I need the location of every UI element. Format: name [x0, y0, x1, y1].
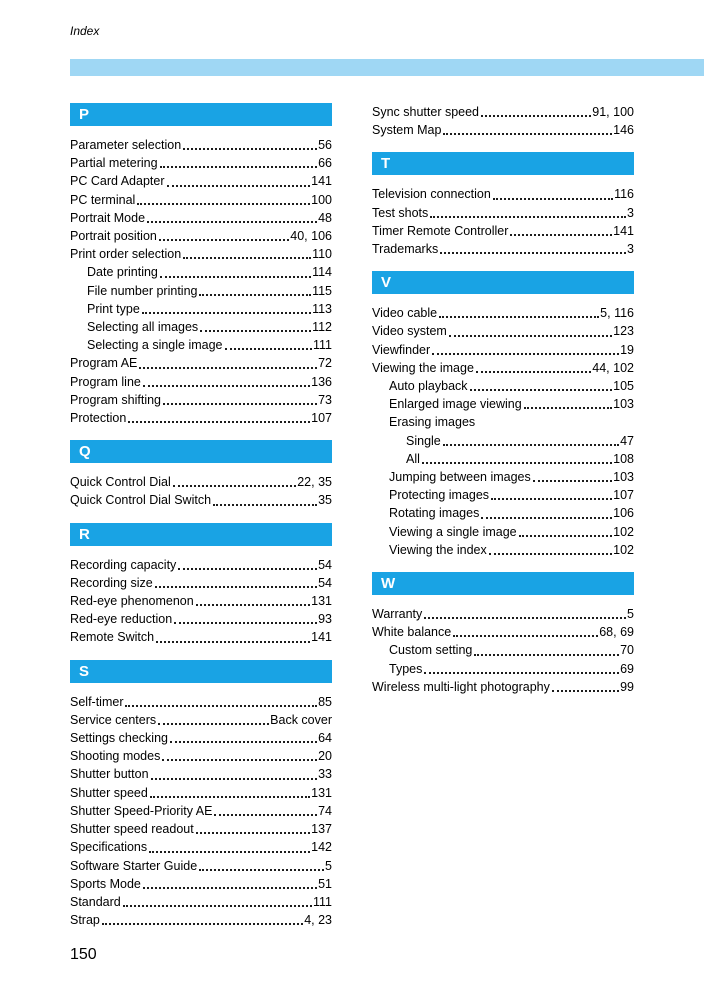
- index-entry: [372, 504, 634, 522]
- entry-page-number: 137: [311, 822, 332, 837]
- section-letter: P: [79, 106, 90, 123]
- index-entry: [70, 282, 332, 300]
- index-entry: [70, 391, 332, 409]
- index-entry: [70, 473, 332, 491]
- dot-leader: [519, 535, 613, 537]
- dot-leader: [167, 185, 311, 187]
- entry-label: Program AE: [70, 356, 138, 371]
- index-entry: [70, 556, 332, 574]
- index-entry: [70, 875, 332, 893]
- entry-label: Video system: [372, 324, 447, 339]
- entry-page-number: 107: [613, 488, 634, 503]
- dot-leader: [200, 330, 311, 332]
- entry-page-number: 146: [613, 123, 634, 138]
- entry-page-number: 136: [311, 374, 332, 389]
- entry-label: Viewing the index: [389, 542, 487, 557]
- entry-page-number: 68, 69: [599, 625, 634, 640]
- entry-page-number: 93: [318, 612, 332, 627]
- entry-page-number: 107: [311, 411, 332, 426]
- dot-leader: [453, 635, 598, 637]
- index-entry: [372, 185, 634, 203]
- index-entry: [70, 747, 332, 765]
- entry-label: Standard: [70, 894, 121, 909]
- index-entry: [70, 373, 332, 391]
- entry-label: Specifications: [70, 840, 148, 855]
- index-entry: [372, 103, 634, 121]
- dot-leader: [160, 276, 311, 278]
- index-entry: [372, 322, 634, 340]
- dot-leader: [422, 462, 612, 464]
- section-header-t: [372, 152, 634, 175]
- entry-page-number: 131: [311, 594, 332, 609]
- section-header-r: [70, 523, 332, 546]
- entry-label: Print order selection: [70, 247, 182, 262]
- index-entry: [70, 765, 332, 783]
- entry-label: Shutter speed readout: [70, 822, 194, 837]
- entry-label: Custom setting: [389, 643, 473, 658]
- entry-page-number: 110: [312, 247, 332, 262]
- entry-label: Remote Switch: [70, 630, 155, 645]
- dot-leader: [196, 832, 310, 834]
- index-entry: [70, 318, 332, 336]
- dot-leader: [552, 690, 619, 692]
- index-entry: [372, 450, 634, 468]
- entry-label: Portrait position: [70, 229, 157, 244]
- entry-page-number: 73: [318, 392, 332, 407]
- index-entry: [70, 911, 332, 929]
- index-entry: [372, 359, 634, 377]
- dot-leader: [199, 869, 324, 871]
- entry-label: PC terminal: [70, 192, 136, 207]
- entry-page-number: 47: [620, 433, 634, 448]
- entry-page-number: 103: [613, 397, 634, 412]
- section-header-v: [372, 271, 634, 294]
- dot-leader: [443, 444, 619, 446]
- dot-leader: [440, 252, 626, 254]
- entry-label: Timer Remote Controller: [372, 223, 509, 238]
- index-entry: [70, 628, 332, 646]
- entry-label: PC Card Adapter: [70, 174, 165, 189]
- entry-label: Recording size: [70, 575, 153, 590]
- section-header-p: [70, 103, 332, 126]
- index-entry: [70, 227, 332, 245]
- index-entry: [70, 820, 332, 838]
- entry-page-number: 105: [613, 379, 634, 394]
- entry-page-number: 56: [318, 138, 332, 152]
- entry-page-number: 72: [318, 356, 332, 371]
- entry-label: Shutter button: [70, 767, 149, 782]
- index-entry: [372, 605, 634, 623]
- entry-label: Portrait Mode: [70, 210, 146, 225]
- entry-label: Test shots: [372, 205, 429, 220]
- entry-page-number: 35: [318, 493, 332, 508]
- index-entry: [70, 209, 332, 227]
- index-entry: [70, 300, 332, 318]
- entry-label: Selecting all images: [87, 320, 199, 335]
- entry-label: Shutter speed: [70, 785, 148, 800]
- entry-label: Erasing images: [389, 415, 476, 430]
- section-letter: V: [381, 274, 392, 292]
- dot-leader: [449, 335, 612, 337]
- entry-label: Shooting modes: [70, 749, 161, 764]
- entry-page-number: 33: [318, 767, 332, 782]
- index-entry: [372, 623, 634, 641]
- index-entry: [70, 693, 332, 711]
- dot-leader: [125, 705, 317, 707]
- entry-page-number: 131: [311, 785, 332, 800]
- dot-leader: [147, 221, 317, 223]
- dot-leader: [510, 234, 612, 236]
- dot-leader: [424, 617, 626, 619]
- entry-page-number: 70: [620, 643, 634, 658]
- dot-leader: [174, 622, 317, 624]
- entry-label: Rotating images: [389, 506, 480, 521]
- running-head: Index: [70, 24, 100, 38]
- entry-page-number: 54: [318, 557, 332, 572]
- index-entry: [70, 574, 332, 592]
- dot-leader: [213, 504, 317, 506]
- entry-page-number: 141: [311, 630, 332, 645]
- entry-label: Auto playback: [389, 379, 468, 394]
- entry-label: Protection: [70, 411, 127, 426]
- entry-page-number: 4, 23: [304, 913, 332, 928]
- index-entry: [372, 660, 634, 678]
- dot-leader: [128, 421, 310, 423]
- entry-label: Sync shutter speed: [372, 105, 480, 119]
- entry-page-number: 141: [311, 174, 332, 189]
- entry-label: Program shifting: [70, 392, 162, 407]
- index-entry: [372, 121, 634, 139]
- dot-leader: [183, 148, 317, 150]
- index-entry: [70, 491, 332, 509]
- entry-page-number: 116: [614, 187, 634, 202]
- index-entry: [372, 432, 634, 450]
- index-entry: [70, 172, 332, 190]
- entry-label: Recording capacity: [70, 557, 177, 572]
- entry-page-number: 20: [318, 749, 332, 764]
- entry-label: Quick Control Dial Switch: [70, 493, 212, 508]
- dot-leader: [443, 133, 612, 135]
- entry-label: Date printing: [87, 265, 158, 280]
- dot-leader: [481, 115, 591, 117]
- entry-label: Warranty: [372, 607, 423, 622]
- index-entry: [372, 541, 634, 559]
- dot-leader: [214, 814, 317, 816]
- page-number: 150: [70, 946, 97, 963]
- entry-page-number: 22, 35: [297, 475, 332, 490]
- index-entry: [372, 304, 634, 322]
- dot-leader: [160, 166, 318, 168]
- index-entry: [70, 784, 332, 802]
- index-entry: [70, 729, 332, 747]
- entry-label: All: [406, 451, 420, 466]
- entry-page-number: 3: [627, 242, 634, 257]
- dot-leader: [183, 257, 311, 259]
- index-entry: [70, 802, 332, 820]
- dot-leader: [143, 887, 317, 889]
- dot-leader: [476, 371, 591, 373]
- index-entry: [70, 893, 332, 911]
- header-rule-bar: [70, 59, 704, 76]
- entry-label: Parameter selection: [70, 138, 182, 152]
- index-entry: [372, 413, 634, 431]
- entry-page-number: 85: [318, 694, 332, 709]
- section-header-w: [372, 572, 634, 595]
- entry-page-number: 19: [620, 342, 634, 357]
- entry-page-number: 102: [613, 524, 634, 539]
- dot-leader: [149, 851, 310, 853]
- section-header-q: [70, 440, 332, 463]
- entry-label: Red-eye reduction: [70, 612, 173, 627]
- dot-leader: [173, 485, 297, 487]
- dot-leader: [481, 517, 612, 519]
- index-entry: [70, 263, 332, 281]
- dot-leader: [150, 796, 310, 798]
- dot-leader: [178, 568, 317, 570]
- index-entry: [70, 610, 332, 628]
- entry-page-number: 141: [613, 223, 634, 238]
- entry-label: Video cable: [372, 306, 438, 321]
- entry-label: Trademarks: [372, 242, 439, 257]
- section-letter: S: [79, 662, 90, 680]
- index-entry: [372, 523, 634, 541]
- entry-label: Shutter Speed-Priority AE: [70, 803, 213, 818]
- entry-page-number: 123: [613, 324, 634, 339]
- entry-page-number: 111: [312, 894, 332, 909]
- dot-leader: [139, 367, 317, 369]
- section-letter: W: [381, 575, 396, 593]
- entry-page-number: 64: [318, 731, 332, 746]
- entry-label: Print type: [87, 301, 140, 316]
- entry-page-number: 48: [318, 210, 332, 225]
- entry-page-number: 5: [325, 858, 332, 873]
- index-entry: [372, 486, 634, 504]
- index-entry: [70, 592, 332, 610]
- entry-page-number: 69: [620, 661, 634, 676]
- index-column-left: [70, 103, 332, 929]
- dot-leader: [491, 498, 612, 500]
- index-entry: [372, 377, 634, 395]
- entry-label: Wireless multi-light photography: [372, 679, 550, 694]
- entry-page-number: 106: [613, 506, 634, 521]
- entry-page-number: 99: [620, 679, 634, 694]
- entry-page-number: 112: [312, 320, 332, 335]
- dot-leader: [430, 216, 626, 218]
- index-entry: [372, 468, 634, 486]
- entry-page-number: 40, 106: [290, 229, 332, 244]
- entry-page-number: 3: [627, 205, 634, 220]
- entry-page-number: 100: [311, 192, 332, 207]
- index-entry: [372, 395, 634, 413]
- index-entry: [70, 838, 332, 856]
- entry-label: Program line: [70, 374, 141, 389]
- index-entry: [70, 354, 332, 372]
- entry-page-number: Back cover: [270, 712, 332, 727]
- entry-label: Sports Mode: [70, 876, 141, 891]
- entry-label: Jumping between images: [389, 470, 531, 485]
- dot-leader: [142, 312, 311, 314]
- dot-leader: [158, 723, 269, 725]
- section-header-s: [70, 660, 332, 683]
- entry-page-number: 113: [312, 301, 332, 316]
- index-entry: [372, 222, 634, 240]
- index-entry: [70, 245, 332, 263]
- entry-label: Types: [389, 661, 423, 676]
- index-entry: [372, 641, 634, 659]
- index-entry: [70, 711, 332, 729]
- dot-leader: [170, 741, 317, 743]
- dot-leader: [155, 586, 317, 588]
- entry-label: Service centers: [70, 712, 157, 727]
- entry-label: Strap: [70, 913, 100, 928]
- dot-leader: [162, 759, 317, 761]
- dot-leader: [489, 553, 612, 555]
- entry-label: System Map: [372, 123, 442, 138]
- dot-leader: [524, 407, 612, 409]
- entry-page-number: 114: [312, 265, 332, 280]
- entry-label: Self-timer: [70, 694, 124, 709]
- entry-page-number: 108: [613, 451, 634, 466]
- entry-page-number: 51: [318, 876, 332, 891]
- dot-leader: [137, 203, 310, 205]
- index-entry: [70, 857, 332, 875]
- dot-leader: [439, 316, 599, 318]
- entry-page-number: 74: [318, 803, 332, 818]
- dot-leader: [225, 348, 312, 350]
- entry-label: Settings checking: [70, 731, 168, 746]
- section-letter: T: [381, 155, 391, 173]
- section-letter: R: [79, 525, 90, 543]
- entry-label: Viewfinder: [372, 342, 431, 357]
- dot-leader: [102, 923, 303, 925]
- entry-label: Selecting a single image: [87, 338, 223, 353]
- entry-page-number: 54: [318, 575, 332, 590]
- dot-leader: [432, 353, 619, 355]
- entry-page-number: 142: [311, 840, 332, 855]
- section-letter: Q: [79, 443, 91, 461]
- dot-leader: [533, 480, 612, 482]
- index-entry: [70, 136, 332, 154]
- dot-leader: [199, 294, 311, 296]
- index-entry: [70, 154, 332, 172]
- entry-label: Viewing a single image: [389, 524, 517, 539]
- entry-page-number: 5: [627, 607, 634, 622]
- dot-leader: [424, 672, 619, 674]
- dot-leader: [196, 604, 310, 606]
- entry-page-number: 102: [613, 542, 634, 557]
- entry-label: Single: [406, 433, 441, 448]
- index-entry: [70, 409, 332, 427]
- index-entry: [372, 678, 634, 696]
- index-entry: [70, 191, 332, 209]
- entry-page-number: 115: [312, 283, 332, 298]
- entry-label: Protecting images: [389, 488, 490, 503]
- dot-leader: [163, 403, 317, 405]
- index-entry: [372, 240, 634, 258]
- dot-leader: [493, 198, 613, 200]
- entry-label: Partial metering: [70, 156, 158, 171]
- entry-label: Enlarged image viewing: [389, 397, 522, 412]
- entry-label: Viewing the image: [372, 360, 474, 375]
- entry-page-number: 44, 102: [592, 360, 634, 375]
- entry-page-number: 66: [318, 156, 332, 171]
- entry-page-number: 103: [613, 470, 634, 485]
- dot-leader: [470, 389, 613, 391]
- entry-label: Software Starter Guide: [70, 858, 198, 873]
- entry-page-number: 111: [312, 338, 332, 353]
- entry-page-number: 91, 100: [592, 105, 634, 119]
- index-column-right: [372, 103, 634, 696]
- dot-leader: [474, 654, 619, 656]
- dot-leader: [156, 641, 310, 643]
- entry-label: Quick Control Dial: [70, 475, 171, 490]
- dot-leader: [123, 905, 312, 907]
- index-entry: [372, 204, 634, 222]
- dot-leader: [143, 385, 310, 387]
- entry-label: White balance: [372, 625, 452, 640]
- index-entry: [70, 336, 332, 354]
- entry-label: Television connection: [372, 187, 491, 202]
- entry-label: Red-eye phenomenon: [70, 594, 194, 609]
- entry-page-number: 5, 116: [600, 306, 634, 321]
- dot-leader: [151, 778, 318, 780]
- index-entry: [372, 341, 634, 359]
- entry-label: File number printing: [87, 283, 198, 298]
- dot-leader: [159, 239, 289, 241]
